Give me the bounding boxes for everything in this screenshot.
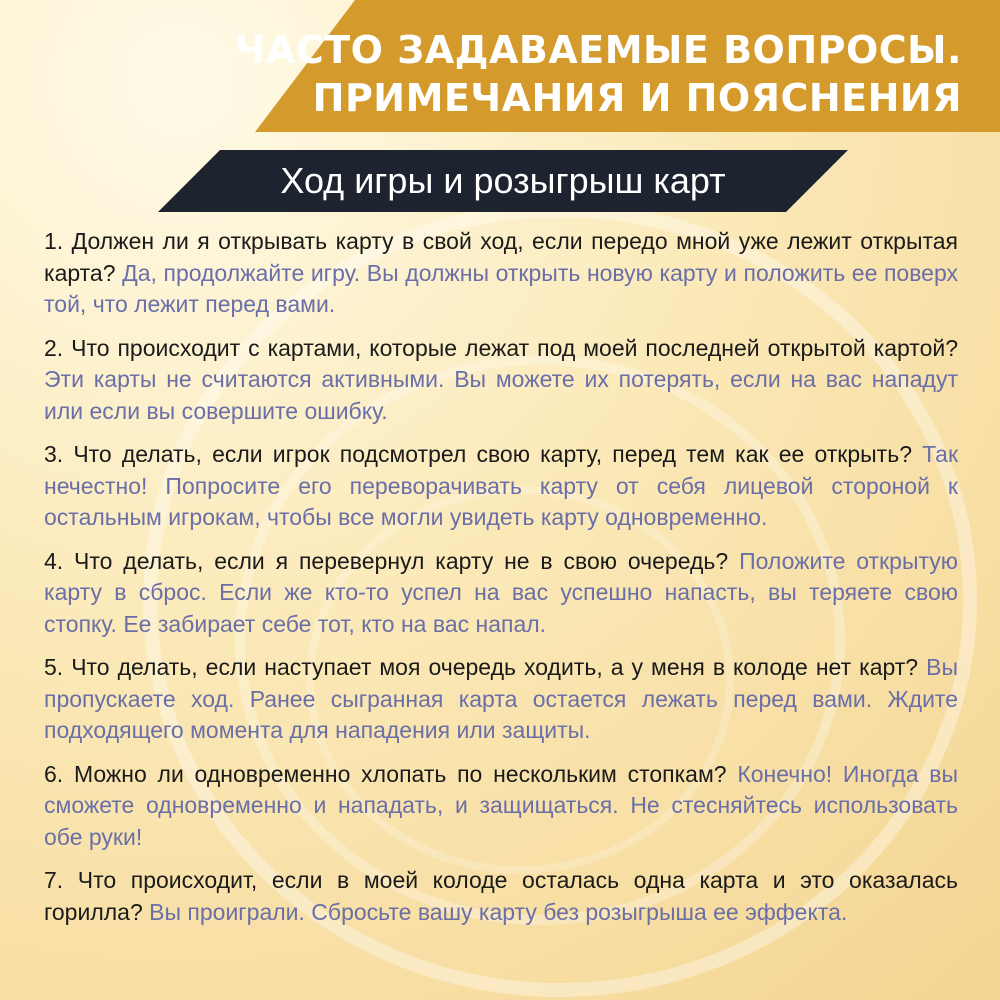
faq-question: 2. Что происходит с картами, которые лежат под моей последней открытой картой? [44, 334, 958, 361]
page-title [235, 26, 962, 122]
faq-item-1 [44, 226, 958, 321]
faq-question: 7. Что происходит, если в моей колоде осталась одна карта и это оказалась горилла? [44, 867, 958, 925]
faq-answer: Да, продолжайте игру. Вы должны открыть новую карту и положить ее поверх той, что лежит перед вами. [44, 259, 959, 317]
faq-list [44, 226, 958, 940]
faq-answer: Эти карты не считаются активными. Вы можете их потерять, если на вас нападут или если вы совершите ошибку. [44, 366, 958, 424]
faq-item-5 [44, 652, 958, 747]
faq-question: 5. Что делать, если наступает моя очередь ходить, а у меня в колоде нет карт? [44, 654, 919, 680]
faq-question: 6. Можно ли одновременно хлопать по нескольким стопкам? [44, 760, 727, 787]
faq-question: 4. Что делать, если я перевернул карту не в свою очередь? [44, 547, 729, 574]
faq-question: 3. Что делать, если игрок подсмотрел свою карту, перед тем как ее открыть? [44, 441, 912, 467]
faq-item-2 [44, 333, 958, 428]
faq-question: 1. Должен ли я открывать карту в свой ход, если передо мной уже лежит открытая карта? [44, 228, 958, 286]
section-title: Ход игры и розыгрыш карт [280, 160, 726, 201]
faq-answer: Так нечестно! Попросите его переворачивать карту от себя лицевой стороной к остальным игрокам, чтобы все могли увидеть карту одновременно. [44, 441, 959, 530]
faq-item-3 [44, 439, 958, 534]
page-title-line-1: ЧАСТО ЗАДАВАЕМЫЕ ВОПРОСЫ. [234, 28, 962, 72]
faq-item-6 [44, 759, 958, 854]
faq-item-4 [44, 546, 958, 641]
page-title-line-2: ПРИМЕЧАНИЯ И ПОЯСНЕНИЯ [312, 76, 962, 120]
faq-answer: Вы проиграли. Сбросьте вашу карту без розыгрыша ее эффекта. [149, 898, 848, 925]
faq-answer: Положите открытую карту в сброс. Если же кто-то успел на вас успешно напасть, вы теряете свою стопку. Ее забирает себе тот, кто на вас напал. [44, 547, 959, 637]
faq-item-7 [44, 865, 958, 928]
faq-answer: Конечно! Иногда вы сможете одновременно и нападать, и защищаться. Не стесняйтесь использовать обе руки! [44, 760, 958, 850]
faq-answer: Вы пропускаете ход. Ранее сыгранная карта остается лежать перед вами. Ждите подходящего момента для нападения или защиты. [44, 654, 958, 743]
